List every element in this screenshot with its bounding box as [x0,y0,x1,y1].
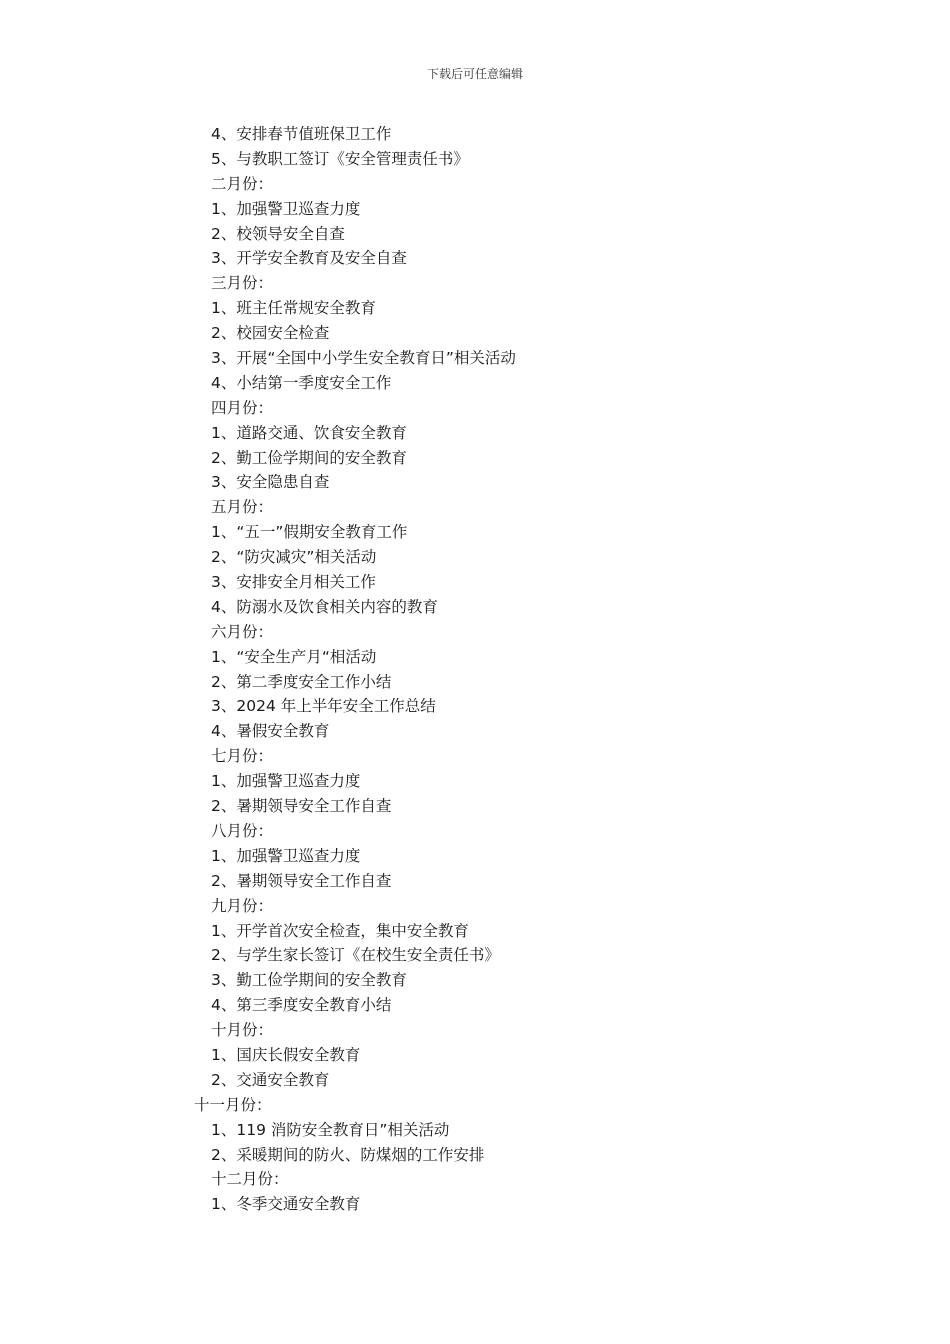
list-item: 4、暑假安全教育 [211,722,330,741]
list-item: 1、开学首次安全检查，集中安全教育 [211,921,469,940]
month-heading: 五月份： [211,498,274,517]
list-item: 1、国庆长假安全教育 [211,1045,361,1064]
page-header: 下载后可任意编辑 [426,67,523,81]
list-item: 2、与学生家长签订《在校生安全责任书》 [211,946,500,965]
list-item: 1、道路交通、饮食安全教育 [211,423,407,442]
list-item: 3、安排安全月相关工作 [211,573,376,592]
list-item: 2、“防灾减灾”相关活动 [211,548,377,567]
list-item: 4、防溺水及饮食相关内容的教育 [211,597,438,616]
list-item: 2、暑期领导安全工作自查 [211,797,392,816]
list-item: 3、安全隐患自查 [211,473,330,492]
list-item: 2、勤工俭学期间的安全教育 [211,448,407,467]
list-item: 2、暑期领导安全工作自查 [211,871,392,890]
month-heading: 十二月份： [211,1170,289,1189]
month-heading: 八月份： [211,821,274,840]
month-heading: 六月份： [211,622,274,641]
list-item: 1、班主任常规安全教育 [211,299,376,318]
list-item: 3、2024 年上半年安全工作总结 [211,697,436,716]
list-item: 3、开展“全国中小学生安全教育日”相关活动 [211,349,516,368]
list-item: 2、校园安全检查 [211,324,330,343]
list-item: 1、加强警卫巡查力度 [211,199,361,218]
month-heading: 二月份： [211,174,274,193]
list-item: 1、加强警卫巡查力度 [211,846,361,865]
month-heading: 十一月份： [194,1095,272,1114]
document-body [0,122,950,1217]
list-item: 4、安排春节值班保卫工作 [211,125,392,143]
list-item: 2、采暖期间的防火、防煤烟的工作安排 [211,1145,485,1164]
month-heading: 四月份： [211,398,274,417]
list-item: 1、加强警卫巡查力度 [211,772,361,791]
list-item: 2、校领导安全自查 [211,224,345,243]
list-item: 5、与教职工签订《安全管理责任书》 [211,149,469,168]
list-item: 1、“五一”假期安全教育工作 [211,523,408,542]
month-heading: 三月份： [211,274,274,293]
list-item: 3、勤工俭学期间的安全教育 [211,971,407,990]
list-item: 1、119 消防安全教育日”相关活动 [211,1120,450,1139]
list-item: 2、交通安全教育 [211,1070,330,1089]
list-item: 4、第三季度安全教育小结 [211,996,392,1015]
month-heading: 九月份： [211,896,274,915]
month-heading: 七月份： [211,747,274,766]
list-item: 3、开学安全教育及安全自查 [211,249,407,268]
list-item: 2、第二季度安全工作小结 [211,672,392,691]
month-heading: 十月份： [211,1021,274,1040]
list-item: 4、小结第一季度安全工作 [211,373,392,392]
list-item: 1、“安全生产月“相活动 [211,647,377,666]
list-item: 1、冬季交通安全教育 [211,1195,361,1214]
